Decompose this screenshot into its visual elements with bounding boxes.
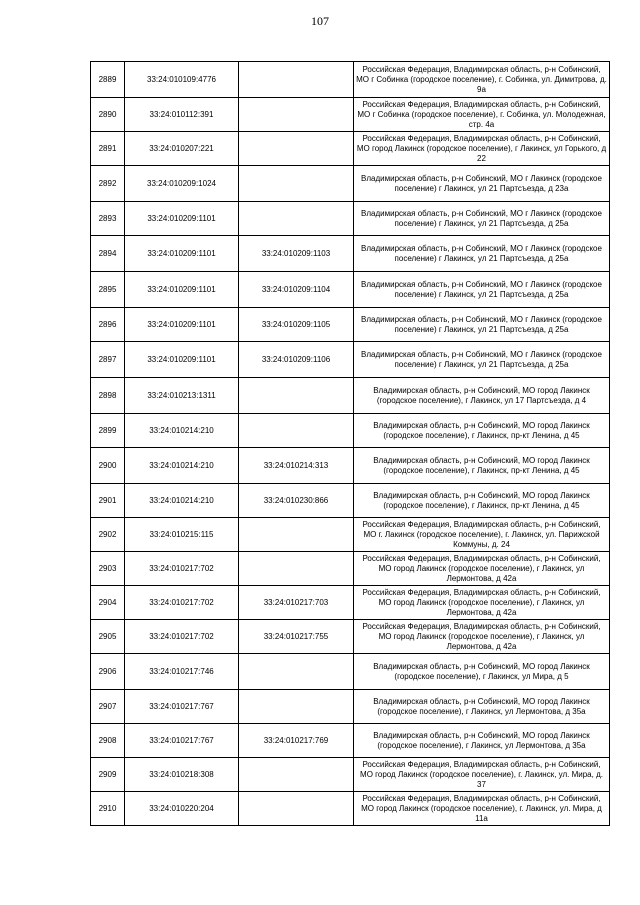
address-cell: Владимирская область, р-н Собинский, МО г Лакинск (городское поселение) г Лакинск, ул 21 Партсъезда, д 25а <box>354 308 610 342</box>
row-number-cell: 2910 <box>91 792 125 826</box>
row-number-cell: 2906 <box>91 654 125 690</box>
related-cadastral-number-cell <box>239 414 354 448</box>
cadastral-number-cell: 33:24:010217:767 <box>125 724 239 758</box>
address-cell: Российская Федерация, Владимирская область, р-н Собинский, МО город Лакинск (городское поселение), г Лакинск, ул Лермонтова, д 42а <box>354 586 610 620</box>
cadastral-number-cell: 33:24:010112:391 <box>125 98 239 132</box>
related-cadastral-number-cell <box>239 98 354 132</box>
row-number-cell: 2898 <box>91 378 125 414</box>
table-row <box>91 62 610 98</box>
related-cadastral-number-cell <box>239 132 354 166</box>
address-cell: Владимирская область, р-н Собинский, МО город Лакинск (городское поселение), г Лакинск, ул Лермонтова, д 35а <box>354 690 610 724</box>
address-cell: Российская Федерация, Владимирская область, р-н Собинский, МО город Лакинск (городское поселение), г Лакинск, ул Горького, д 22 <box>354 132 610 166</box>
row-number-cell: 2894 <box>91 236 125 272</box>
cadastral-number-cell: 33:24:010217:702 <box>125 586 239 620</box>
row-number-cell: 2908 <box>91 724 125 758</box>
table-row <box>91 654 610 690</box>
address-cell: Владимирская область, р-н Собинский, МО г Лакинск (городское поселение) г Лакинск, ул 21 Партсъезда, д 25а <box>354 236 610 272</box>
table-row <box>91 758 610 792</box>
cadastral-number-cell: 33:24:010214:210 <box>125 448 239 484</box>
row-number-cell: 2902 <box>91 518 125 552</box>
cadastral-number-cell: 33:24:010209:1101 <box>125 308 239 342</box>
table-row <box>91 552 610 586</box>
table-row <box>91 448 610 484</box>
cadastral-number-cell: 33:24:010218:308 <box>125 758 239 792</box>
address-cell: Российская Федерация, Владимирская область, р-н Собинский, МО город Лакинск (городское поселение), г. Лакинск, ул. Мира, д 11а <box>354 792 610 826</box>
related-cadastral-number-cell <box>239 62 354 98</box>
table-row <box>91 98 610 132</box>
address-cell: Владимирская область, р-н Собинский, МО г Лакинск (городское поселение) г Лакинск, ул 21 Партсъезда, д 23а <box>354 166 610 202</box>
related-cadastral-number-cell: 33:24:010217:769 <box>239 724 354 758</box>
table-row <box>91 132 610 166</box>
cadastral-number-cell: 33:24:010220:204 <box>125 792 239 826</box>
row-number-cell: 2905 <box>91 620 125 654</box>
cadastral-number-cell: 33:24:010215:115 <box>125 518 239 552</box>
related-cadastral-number-cell: 33:24:010217:703 <box>239 586 354 620</box>
cadastral-number-cell: 33:24:010209:1101 <box>125 272 239 308</box>
address-cell: Российская Федерация, Владимирская область, р-н Собинский, МО г Собинка (городское поселение), г. Собинка, ул. Димитрова, д. 9а <box>354 62 610 98</box>
related-cadastral-number-cell: 33:24:010209:1103 <box>239 236 354 272</box>
table-row <box>91 378 610 414</box>
cadastral-number-cell: 33:24:010209:1101 <box>125 236 239 272</box>
address-cell: Владимирская область, р-н Собинский, МО г Лакинск (городское поселение) г Лакинск, ул 21 Партсъезда, д 25а <box>354 202 610 236</box>
cadastral-number-cell: 33:24:010214:210 <box>125 414 239 448</box>
row-number-cell: 2907 <box>91 690 125 724</box>
cadastral-number-cell: 33:24:010217:746 <box>125 654 239 690</box>
address-cell: Российская Федерация, Владимирская область, р-н Собинский, МО город Лакинск (городское поселение), г Лакинск, ул Лермонтова, д 42а <box>354 620 610 654</box>
address-cell: Российская Федерация, Владимирская область, р-н Собинский, МО г Собинка (городское поселение), г. Собинка, ул. Молодежная, стр. 4а <box>354 98 610 132</box>
table-row <box>91 272 610 308</box>
address-cell: Владимирская область, р-н Собинский, МО г Лакинск (городское поселение) г Лакинск, ул 21 Партсъезда, д 25а <box>354 272 610 308</box>
page-number: 107 <box>311 14 329 28</box>
table-row <box>91 792 610 826</box>
address-cell: Российская Федерация, Владимирская область, р-н Собинский, МО г. Лакинск (городское поселение), г. Лакинск, ул. Парижской Коммуны, д. 24 <box>354 518 610 552</box>
cadastral-number-cell: 33:24:010209:1101 <box>125 202 239 236</box>
related-cadastral-number-cell: 33:24:010230:866 <box>239 484 354 518</box>
table-row <box>91 342 610 378</box>
related-cadastral-number-cell <box>239 518 354 552</box>
address-cell: Владимирская область, р-н Собинский, МО город Лакинск (городское поселение), г Лакинск, пр-кт Ленина, д 45 <box>354 448 610 484</box>
related-cadastral-number-cell <box>239 690 354 724</box>
row-number-cell: 2896 <box>91 308 125 342</box>
address-cell: Владимирская область, р-н Собинский, МО город Лакинск (городское поселение), г Лакинск, пр-кт Ленина, д 45 <box>354 414 610 448</box>
related-cadastral-number-cell <box>239 166 354 202</box>
table-row <box>91 586 610 620</box>
registry-table-body <box>91 62 610 826</box>
table-row <box>91 236 610 272</box>
address-cell: Владимирская область, р-н Собинский, МО город Лакинск (городское поселение), г Лакинск, ул Лермонтова, д 35а <box>354 724 610 758</box>
cadastral-number-cell: 33:24:010207:221 <box>125 132 239 166</box>
related-cadastral-number-cell <box>239 552 354 586</box>
related-cadastral-number-cell <box>239 654 354 690</box>
cadastral-number-cell: 33:24:010217:702 <box>125 552 239 586</box>
cadastral-number-cell: 33:24:010209:1024 <box>125 166 239 202</box>
registry-table <box>90 61 610 826</box>
table-row <box>91 308 610 342</box>
cadastral-number-cell: 33:24:010109:4776 <box>125 62 239 98</box>
cadastral-number-cell: 33:24:010214:210 <box>125 484 239 518</box>
row-number-cell: 2893 <box>91 202 125 236</box>
related-cadastral-number-cell <box>239 378 354 414</box>
row-number-cell: 2904 <box>91 586 125 620</box>
address-cell: Владимирская область, р-н Собинский, МО город Лакинск (городское поселение), г Лакинск, ул Мира, д 5 <box>354 654 610 690</box>
related-cadastral-number-cell: 33:24:010217:755 <box>239 620 354 654</box>
related-cadastral-number-cell: 33:24:010209:1106 <box>239 342 354 378</box>
cadastral-number-cell: 33:24:010217:767 <box>125 690 239 724</box>
table-row <box>91 484 610 518</box>
table-row <box>91 620 610 654</box>
related-cadastral-number-cell: 33:24:010214:313 <box>239 448 354 484</box>
related-cadastral-number-cell <box>239 758 354 792</box>
cadastral-number-cell: 33:24:010209:1101 <box>125 342 239 378</box>
row-number-cell: 2890 <box>91 98 125 132</box>
row-number-cell: 2889 <box>91 62 125 98</box>
table-row <box>91 690 610 724</box>
related-cadastral-number-cell <box>239 202 354 236</box>
row-number-cell: 2895 <box>91 272 125 308</box>
address-cell: Владимирская область, р-н Собинский, МО г Лакинск (городское поселение) г Лакинск, ул 21 Партсъезда, д 25а <box>354 342 610 378</box>
table-row <box>91 202 610 236</box>
table-row <box>91 414 610 448</box>
row-number-cell: 2900 <box>91 448 125 484</box>
table-row <box>91 518 610 552</box>
address-cell: Владимирская область, р-н Собинский, МО город Лакинск (городское поселение), г Лакинск, пр-кт Ленина, д 45 <box>354 484 610 518</box>
address-cell: Российская Федерация, Владимирская область, р-н Собинский, МО город Лакинск (городское поселение), г Лакинск, ул Лермонтова, д 42а <box>354 552 610 586</box>
row-number-cell: 2891 <box>91 132 125 166</box>
row-number-cell: 2901 <box>91 484 125 518</box>
row-number-cell: 2903 <box>91 552 125 586</box>
related-cadastral-number-cell: 33:24:010209:1104 <box>239 272 354 308</box>
row-number-cell: 2897 <box>91 342 125 378</box>
related-cadastral-number-cell: 33:24:010209:1105 <box>239 308 354 342</box>
table-row <box>91 166 610 202</box>
cadastral-number-cell: 33:24:010217:702 <box>125 620 239 654</box>
address-cell: Российская Федерация, Владимирская область, р-н Собинский, МО город Лакинск (городское поселение), г. Лакинск, ул. Мира, д. 37 <box>354 758 610 792</box>
table-row <box>91 724 610 758</box>
row-number-cell: 2892 <box>91 166 125 202</box>
address-cell: Владимирская область, р-н Собинский, МО город Лакинск (городское поселение), г Лакинск, ул 17 Партсъезда, д 4 <box>354 378 610 414</box>
row-number-cell: 2899 <box>91 414 125 448</box>
row-number-cell: 2909 <box>91 758 125 792</box>
cadastral-number-cell: 33:24:010213:1311 <box>125 378 239 414</box>
related-cadastral-number-cell <box>239 792 354 826</box>
